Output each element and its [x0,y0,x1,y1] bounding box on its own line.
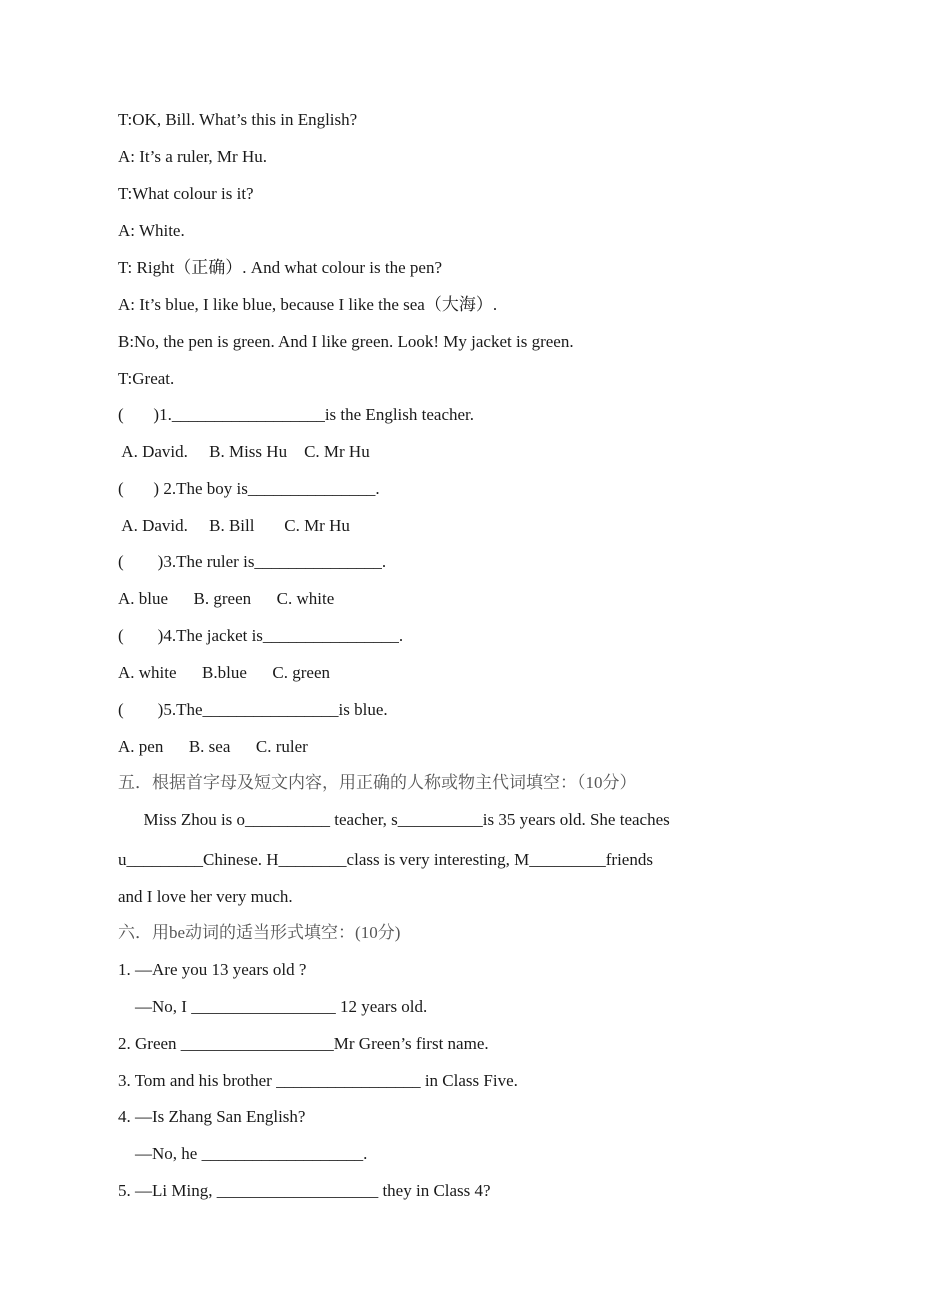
question-2-stem: ( ) 2.The boy is_______________. [118,479,380,498]
section-6-item-1: 1. —Are you 13 years old ? [118,960,307,979]
question-2-options: A. David. B. Bill C. Mr Hu [118,516,350,535]
section-6-item-2: 2. Green __________________Mr Green’s first name. [118,1034,489,1053]
dialogue-line-1: T:OK, Bill. What’s this in English? [118,110,358,129]
section-5-line-1: Miss Zhou is o__________ teacher, s__________is 35 years old. She teaches [118,810,670,829]
question-3-stem: ( )3.The ruler is_______________. [118,552,387,571]
dialogue-line-5: T: Right（正确）. And what colour is the pen? [118,258,442,277]
question-1-stem: ( )1.__________________is the English teacher. [118,405,475,424]
section-5-line-3: and I love her very much. [118,887,293,906]
dialogue-line-2: A: It’s a ruler, Mr Hu. [118,147,267,166]
section-6-item-5: 5. —Li Ming, ___________________ they in Class 4? [118,1181,491,1200]
dialogue-line-6: A: It’s blue, I like blue, because I like the sea（大海）. [118,295,498,314]
section-6-heading: 六．用be动词的适当形式填空：(10分) [118,923,401,942]
section-6-item-1-answer: —No, I _________________ 12 years old. [118,997,428,1016]
question-5-stem: ( )5.The________________is blue. [118,700,388,719]
question-3-options: A. blue B. green C. white [118,589,335,608]
question-5-options: A. pen B. sea C. ruler [118,737,308,756]
dialogue-line-4: A: White. [118,221,185,240]
section-6-item-3: 3. Tom and his brother _________________ in Class Five. [118,1071,518,1090]
question-4-stem: ( )4.The jacket is________________. [118,626,404,645]
section-5-heading: 五．根据首字母及短文内容，用正确的人称或物主代词填空：（10分） [118,773,637,792]
dialogue-line-3: T:What colour is it? [118,184,254,203]
section-6-item-4: 4. —Is Zhang San English? [118,1107,306,1126]
question-4-options: A. white B.blue C. green [118,663,330,682]
section-5-line-2: u_________Chinese. H________class is very interesting, M_________friends [118,850,653,869]
section-6-item-4-answer: —No, he ___________________. [118,1144,368,1163]
question-1-options: A. David. B. Miss Hu C. Mr Hu [118,442,370,461]
dialogue-line-8: T:Great. [118,369,175,388]
dialogue-line-7: B:No, the pen is green. And I like green. Look! My jacket is green. [118,332,574,351]
